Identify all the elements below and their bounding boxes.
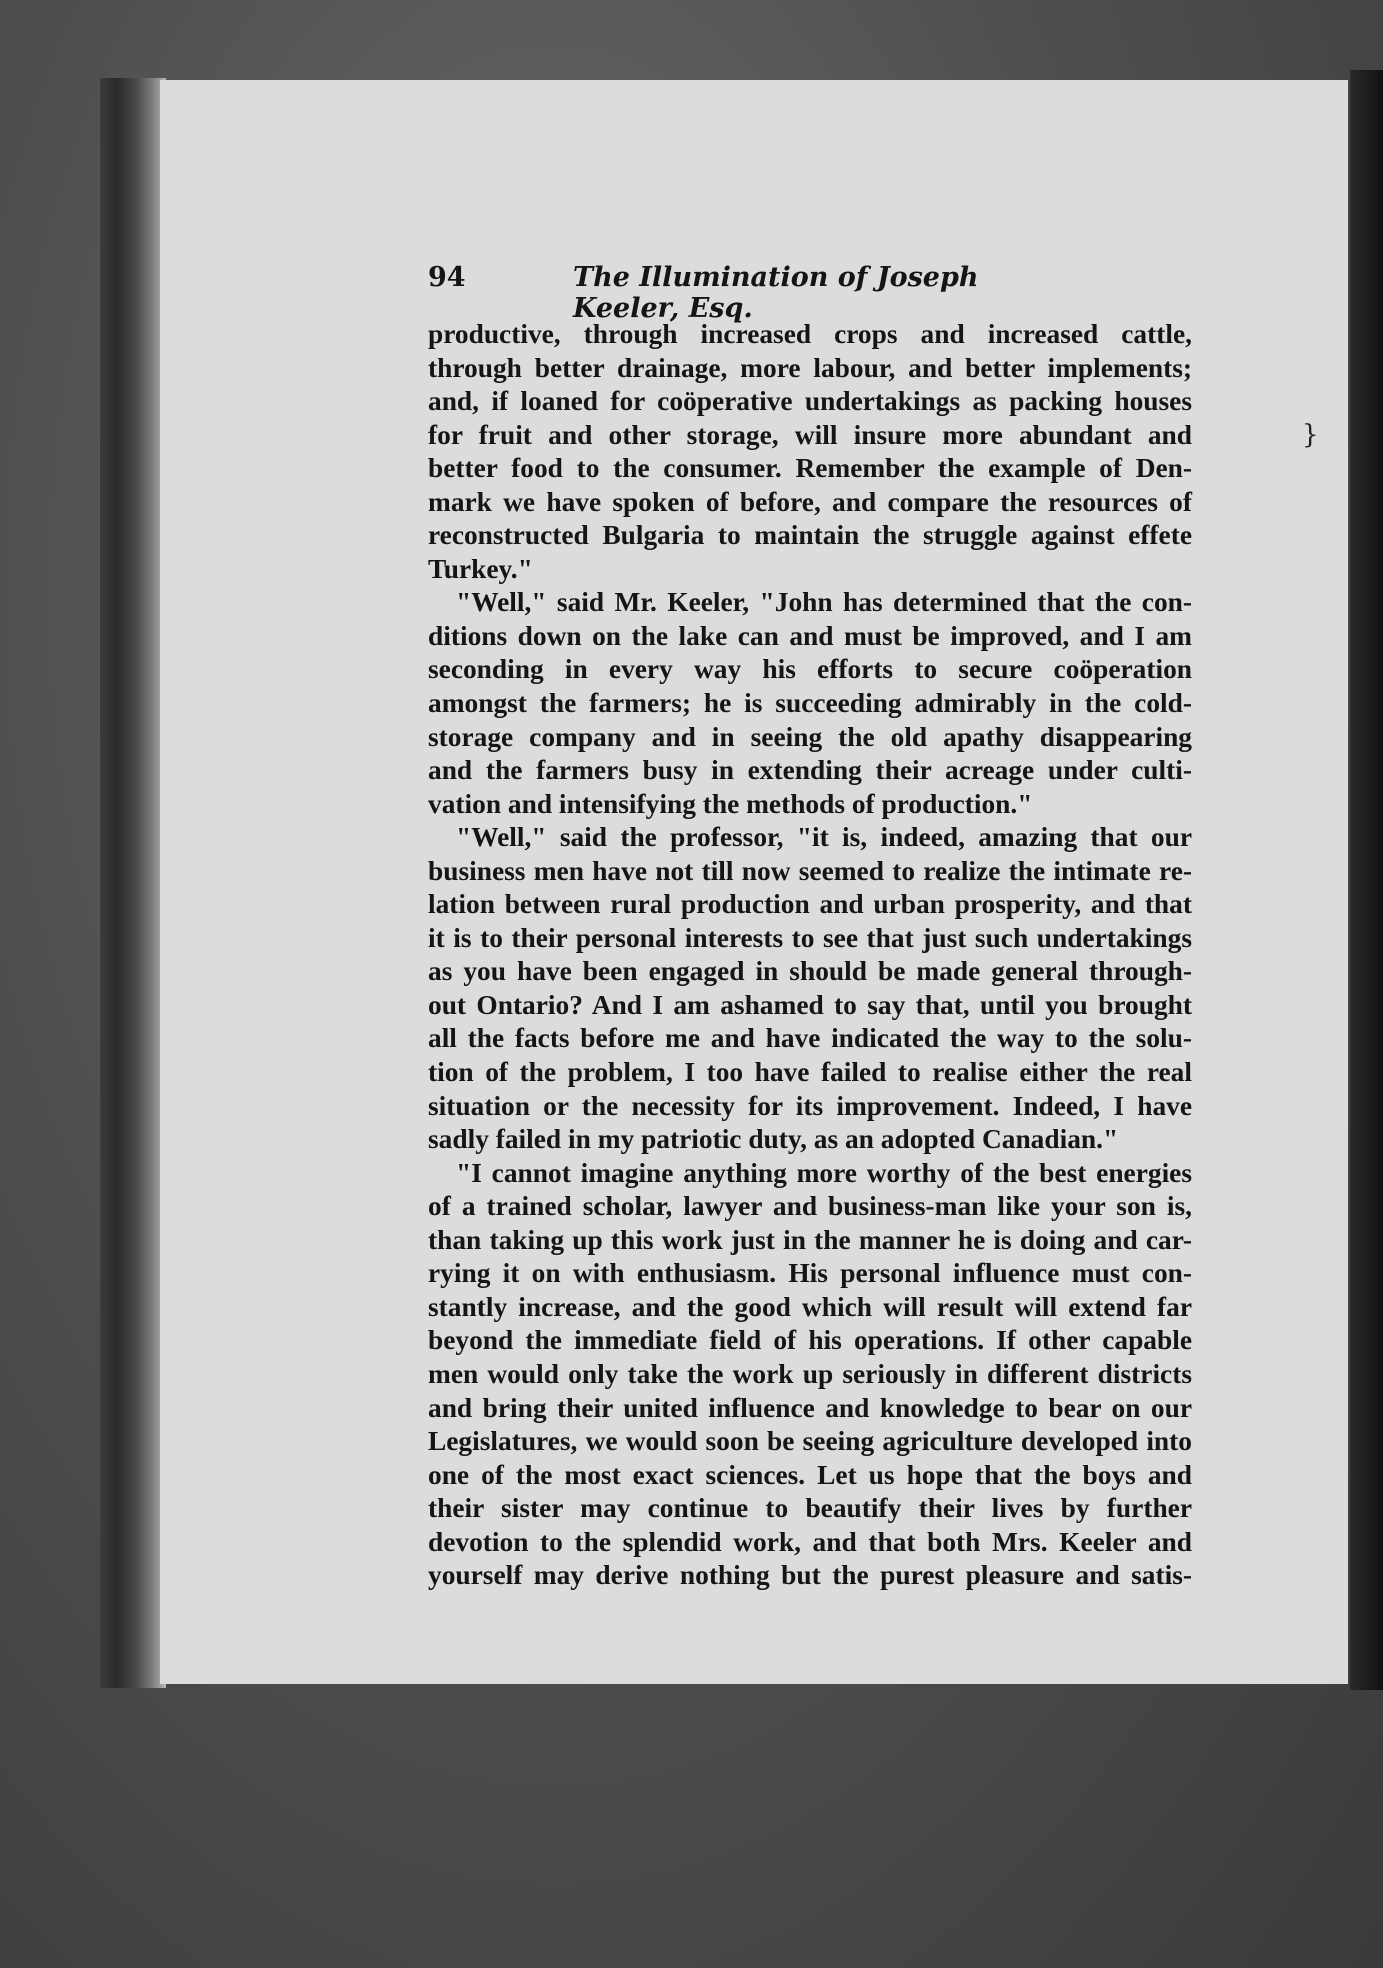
page-header: [428, 262, 1068, 324]
text-line: situation or the necessity for its improvement. Indeed, I have: [428, 1090, 1192, 1121]
text-line: tion of the problem, I too have failed to realise either the real: [428, 1057, 1192, 1088]
body-text: [428, 318, 1192, 1593]
text-line: mark we have spoken of before, and compare the resources of: [428, 486, 1192, 517]
next-page-edge: [1350, 70, 1383, 1690]
text-line: than taking up this work just in the manner he is doing and car-: [428, 1224, 1192, 1255]
text-line: as you have been engaged in should be made general through-: [428, 956, 1192, 987]
book-binding: [100, 78, 166, 1688]
text-line: Turkey.": [428, 553, 533, 584]
text-line: "Well," said Mr. Keeler, "John has determined that the con-: [456, 587, 1192, 618]
text-line: one of the most exact sciences. Let us hope that the boys and: [428, 1459, 1192, 1490]
paragraph: [428, 1157, 1192, 1593]
text-line: business men have not till now seemed to realize the intimate re-: [428, 855, 1192, 886]
text-line: and, if loaned for coöperative undertakings as packing houses: [428, 386, 1192, 417]
text-line: and the farmers busy in extending their acreage under culti-: [428, 755, 1192, 786]
text-line: ditions down on the lake can and must be improved, and I am: [428, 620, 1192, 651]
text-line: Legislatures, we would soon be seeing agriculture developed into: [428, 1426, 1192, 1457]
text-line: seconding in every way his efforts to secure coöperation: [428, 654, 1192, 685]
text-line: "I cannot imagine anything more worthy of the best energies: [456, 1157, 1192, 1188]
text-line: for fruit and other storage, will insure more abundant and: [428, 419, 1192, 450]
text-line: of a trained scholar, lawyer and business-man like your son is,: [428, 1191, 1192, 1222]
text-line: stantly increase, and the good which will result will extend far: [428, 1291, 1192, 1322]
text-line: amongst the farmers; he is succeeding admirably in the cold-: [428, 688, 1192, 719]
paragraph: [428, 318, 1192, 586]
text-line: beyond the immediate field of his operations. If other capable: [428, 1325, 1192, 1356]
text-line: through better drainage, more labour, and better implements;: [428, 352, 1192, 383]
running-title: The Illumination of Joseph Keeler, Esq.: [573, 262, 979, 324]
text-line: "Well," said the professor, "it is, indeed, amazing that our: [456, 822, 1192, 853]
text-line: it is to their personal interests to see that just such undertakings: [428, 922, 1192, 953]
text-line: out Ontario? And I am ashamed to say that, until you brought: [428, 989, 1192, 1020]
text-line: yourself may derive nothing but the purest pleasure and satis-: [428, 1560, 1192, 1591]
text-line: lation between rural production and urban prosperity, and that: [428, 889, 1192, 920]
text-line: rying it on with enthusiasm. His personal influence must con-: [428, 1258, 1192, 1289]
text-line: their sister may continue to beautify their lives by further: [428, 1493, 1192, 1524]
text-line: devotion to the splendid work, and that both Mrs. Keeler and: [428, 1526, 1192, 1557]
text-line: men would only take the work up seriously in different districts: [428, 1358, 1192, 1389]
margin-mark: }: [1302, 420, 1319, 450]
text-line: productive, through increased crops and increased cattle,: [428, 319, 1192, 349]
text-line: storage company and in seeing the old apathy disappearing: [428, 721, 1192, 752]
text-line: vation and intensifying the methods of production.": [428, 788, 1033, 819]
paragraph: [428, 821, 1192, 1156]
text-line: better food to the consumer. Remember the example of Den-: [428, 453, 1192, 484]
text-line: reconstructed Bulgaria to maintain the struggle against effete: [428, 520, 1192, 551]
page-number: 94: [428, 262, 466, 293]
text-line: and bring their united influence and knowledge to bear on our: [428, 1392, 1192, 1423]
text-line: sadly failed in my patriotic duty, as an adopted Canadian.": [428, 1124, 1119, 1155]
paragraph: [428, 586, 1192, 821]
text-line: all the facts before me and have indicated the way to the solu-: [428, 1023, 1192, 1054]
